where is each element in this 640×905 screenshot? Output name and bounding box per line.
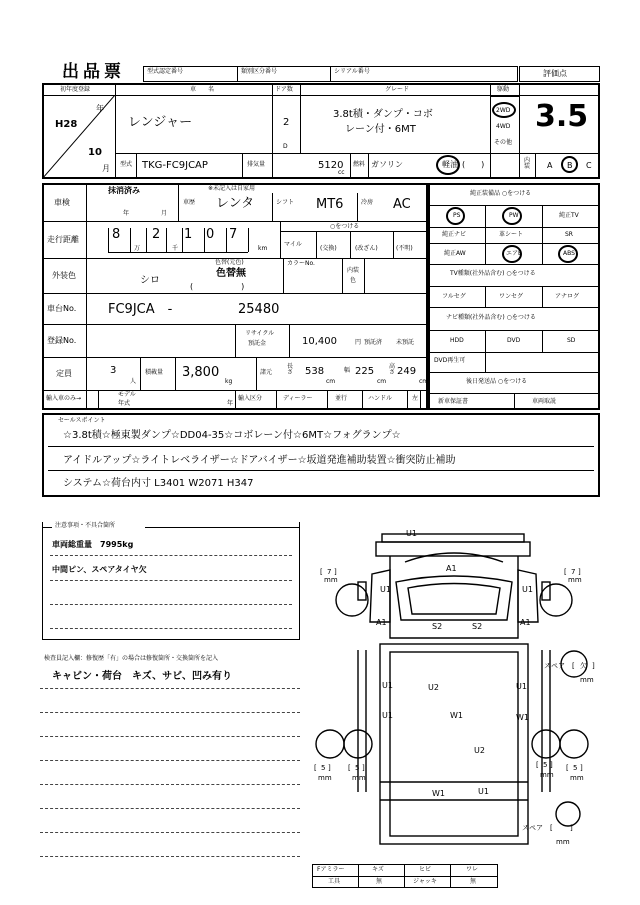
diagram-label: U1 xyxy=(478,787,489,796)
color-paren: ( ) xyxy=(190,282,245,291)
doors-value: 2 xyxy=(283,117,290,128)
chassis-label: 車台No. xyxy=(47,304,77,313)
width-label: 幅 xyxy=(344,367,351,374)
notes-line2: 中間ピン、スペアタイヤ欠 xyxy=(52,565,147,574)
legend-value: 工具 xyxy=(328,878,341,885)
fuel-label: 燃料 xyxy=(353,161,366,168)
svg-text:[: [ xyxy=(564,568,567,576)
displacement-value: 5120 xyxy=(318,160,344,171)
diagram-label: U2 xyxy=(474,746,485,755)
legend-header: ワレ xyxy=(466,866,479,873)
shift-value: MT6 xyxy=(316,197,344,212)
capacity-unit: 人 xyxy=(130,378,137,385)
diagram-label: S2 xyxy=(432,622,443,631)
chassis-number: 25480 xyxy=(238,302,280,317)
diagram-label: A1 xyxy=(376,618,387,627)
drive-2wd-circle xyxy=(492,102,516,118)
legend-header: Fアミラー xyxy=(317,866,345,873)
load-value: 3,800 xyxy=(182,365,220,380)
legend-value: 無 xyxy=(470,878,477,885)
diagram-label: U1 xyxy=(516,682,527,691)
interior-label: 内装 xyxy=(524,157,531,170)
month-unit: 月 xyxy=(102,164,110,173)
equip-navi: 純正ナビ xyxy=(442,231,467,238)
mileage-mark-label: ○をつける xyxy=(330,223,360,230)
mileage-km-unit: km xyxy=(258,245,268,252)
interior-b-circle xyxy=(561,156,578,173)
drive-label: 駆動 xyxy=(497,86,510,93)
tire-front-left-value: 7 xyxy=(327,568,332,576)
height-unit: cm xyxy=(419,378,429,385)
equip-pw-circle xyxy=(502,207,522,225)
equip-airbag-circle xyxy=(502,245,522,263)
first-reg-label: 初年度登録 xyxy=(60,86,91,93)
navi-dvd: DVD xyxy=(507,337,521,344)
load-unit: kg xyxy=(225,378,233,385)
svg-text:[: [ xyxy=(320,568,323,576)
tire-front-right-value: 7 xyxy=(571,568,576,576)
length-value: 538 xyxy=(305,366,325,377)
page-title: 出品票 xyxy=(62,62,125,82)
import-category-label: 輸入区分 xyxy=(238,395,263,402)
aftermarket-warranty: 新車保証書 xyxy=(438,398,469,405)
height-value: 249 xyxy=(397,366,417,377)
fuel-diesel: 軽油 xyxy=(442,160,458,169)
chassis-prefix: FC9JCA - xyxy=(108,302,173,317)
svg-text:]: ] xyxy=(580,764,583,772)
navi-title: ナビ種類(社外品含む) ○をつける xyxy=(446,314,536,321)
inspector-label: 検査員記入欄：修復歴「有」の場合は修復箇所・交換箇所を記入 xyxy=(44,655,219,662)
interior-a: A xyxy=(547,161,553,170)
diagram-label: A1 xyxy=(446,564,457,573)
spare-top-value: 欠 xyxy=(580,662,587,670)
spare-top-unit: mm xyxy=(580,676,594,684)
diagram-label: W1 xyxy=(432,789,445,798)
notes-line1: 車両総重量 7995kg xyxy=(52,540,134,549)
altered-label: (改ざん) xyxy=(355,245,378,252)
tire-rear-left-2-value: 5 xyxy=(355,764,360,772)
tire-rear-left-1-unit: mm xyxy=(318,774,332,782)
diagram-label: W1 xyxy=(450,711,463,720)
displacement-label: 排気量 xyxy=(247,161,266,168)
mileage-digit: 8 xyxy=(112,227,121,242)
oem-title: 純正装備品 ○をつける xyxy=(470,190,532,197)
diagram-label: U1 xyxy=(406,529,417,538)
doors-unit: D xyxy=(283,143,288,150)
spare-bottom-label: スペア xyxy=(522,824,543,832)
color-change-value: 色替無 xyxy=(216,268,246,279)
model-year-label: モデル xyxy=(118,391,136,398)
diagram-label: U1 xyxy=(382,711,393,720)
navi-hdd: HDD xyxy=(450,337,464,344)
ac-label: 冷房 xyxy=(361,199,374,206)
tire-rear-right-1-value: 5 xyxy=(543,761,548,769)
tv-oneseg: ワンセグ xyxy=(499,293,524,300)
model-label: 型式 xyxy=(120,161,133,168)
equip-aw: 純正AW xyxy=(444,250,466,257)
sales-points-line2: アイドルアップ☆ライトレベライザー☆ドアバイザー☆坂道発進補助装置☆衝突防止補助 xyxy=(63,455,456,466)
interior-c: C xyxy=(586,161,592,170)
grade-label: グレード xyxy=(385,86,410,93)
svg-text:]: ] xyxy=(592,662,595,670)
diagram-label: S2 xyxy=(472,622,483,631)
length-unit: cm xyxy=(326,378,336,385)
model-year-label-2: 年式 xyxy=(118,400,131,407)
legend-value: ジャッキ xyxy=(413,878,437,885)
fuel-diesel-circle xyxy=(436,155,460,175)
length-label: 長さ xyxy=(287,363,294,376)
inspection-value: 抹消済み xyxy=(108,186,140,195)
model-year-unit: 年 xyxy=(227,400,234,407)
color-no-label: カラーNo. xyxy=(287,260,315,267)
tire-rear-right-1-unit: mm xyxy=(540,771,554,779)
rating-label: 評価点 xyxy=(543,69,567,78)
handle-label: ハンドル xyxy=(368,395,393,402)
navi-sd: SD xyxy=(567,337,576,344)
reg-no-label: 登録No. xyxy=(47,336,77,345)
first-reg-year: H28 xyxy=(55,119,78,130)
year-unit: 年 xyxy=(96,104,104,113)
tv-title: TV種類(社外品含む) ○をつける xyxy=(450,270,536,277)
diagram-label: U1 xyxy=(382,681,393,690)
swap-label: (交換) xyxy=(320,245,337,252)
mileage-label: 走行距離 xyxy=(47,235,79,244)
height-label: 高さ xyxy=(389,363,396,376)
tire-rear-right-2-value: 5 xyxy=(573,764,578,772)
mile-label: マイル xyxy=(284,241,302,248)
capacity-value: 3 xyxy=(110,365,117,376)
tire-front-left-unit: mm xyxy=(324,576,338,584)
grade-line2: レーン付・6MT xyxy=(345,124,416,135)
legend-header: ヒビ xyxy=(419,866,432,873)
equip-leather: 革シート xyxy=(499,231,524,238)
unregistered-note: ※未記入は自家用 xyxy=(208,185,256,192)
equip-sr: SR xyxy=(565,231,573,238)
int-color-label-2: 色 xyxy=(350,277,357,284)
diagram-label: W1 xyxy=(516,713,529,722)
svg-text:[: [ xyxy=(314,764,317,772)
dims-label: 諸元 xyxy=(260,369,273,376)
aftermarket-title: 後日発送品 ○をつける xyxy=(466,378,528,385)
svg-text:[: [ xyxy=(566,764,569,772)
tv-fullseg: フルセグ xyxy=(442,293,466,300)
fuel-gasoline: ガソリン xyxy=(371,160,403,169)
handle-left: 左 xyxy=(412,395,419,402)
tire-front-right-unit: mm xyxy=(568,576,582,584)
svg-text:]: ] xyxy=(334,568,337,576)
mileage-digit: 7 xyxy=(229,227,238,242)
history-value: レンタ xyxy=(216,196,255,211)
ext-color-value: シロ xyxy=(140,275,160,286)
svg-text:]: ] xyxy=(362,764,365,772)
unknown-label: (不明) xyxy=(396,245,413,252)
mileage-man-unit: 万 xyxy=(134,245,141,252)
car-name-label: 車 名 xyxy=(190,86,215,93)
spare-bottom-unit: mm xyxy=(556,838,570,846)
drive-4wd: 4WD xyxy=(496,123,511,130)
inspection-label: 車検 xyxy=(54,198,70,207)
tire-rear-right-2-unit: mm xyxy=(570,774,584,782)
recycle-label-2: 預託金 xyxy=(248,340,267,347)
history-label: 車歴 xyxy=(183,199,196,206)
shift-label: シフト xyxy=(276,199,295,206)
legend-header: キズ xyxy=(372,866,384,873)
drive-2wd: 2WD xyxy=(496,107,511,114)
first-reg-month: 10 xyxy=(88,147,102,158)
recycle-label: リサイクル xyxy=(245,330,275,337)
svg-text:]: ] xyxy=(570,824,573,832)
vehicle-damage-diagram xyxy=(310,522,610,862)
inspector-line1: キャビン・荷台 キズ、サビ、凹み有り xyxy=(52,671,232,682)
fuel-paren: ( ) xyxy=(462,160,485,169)
recycle-unpaid: 未預託 xyxy=(396,339,415,346)
ext-color-label: 外装色 xyxy=(52,271,76,280)
svg-text:[: [ xyxy=(536,761,539,769)
diagram-label: U1 xyxy=(522,585,533,594)
svg-text:]: ] xyxy=(328,764,331,772)
svg-text:[: [ xyxy=(348,764,351,772)
ac-value: AC xyxy=(393,197,411,212)
import-parallel: 並行 xyxy=(335,395,348,402)
legend-value: 無 xyxy=(376,878,383,885)
aftermarket-manual: 車両取説 xyxy=(532,398,557,405)
mileage-digit: 0 xyxy=(206,227,215,242)
doors-label: ドア数 xyxy=(275,86,293,93)
width-value: 225 xyxy=(355,366,375,377)
mileage-digit: 2 xyxy=(152,227,161,242)
sales-points-label: セールスポイント xyxy=(58,417,106,424)
rating-value: 3.5 xyxy=(535,99,589,134)
interior-b: B xyxy=(567,161,573,170)
recycle-paid: 預託済 xyxy=(364,339,383,346)
equip-tv: 純正TV xyxy=(559,212,579,219)
equip-abs-circle xyxy=(558,245,578,263)
notes-label: 注意事項・不具合箇所 xyxy=(55,522,116,529)
recycle-value: 10,400 xyxy=(302,336,337,347)
svg-text:[: [ xyxy=(572,662,575,670)
mileage-sen-unit: 千 xyxy=(172,245,179,252)
equip-abs: ABS xyxy=(563,250,575,257)
equip-ps: PS xyxy=(453,212,461,219)
dvd-playback-label: DVD再生可 xyxy=(434,357,466,364)
svg-text:]: ] xyxy=(550,761,553,769)
diagram-label: U1 xyxy=(380,585,391,594)
car-name: レンジャー xyxy=(128,115,193,130)
svg-text:]: ] xyxy=(578,568,581,576)
category-label: 類別区分番号 xyxy=(241,68,278,75)
capacity-label: 定員 xyxy=(56,369,72,378)
equip-pw: PW xyxy=(509,212,519,219)
type-cert-label: 型式認定番号 xyxy=(147,68,184,75)
inspection-year-unit: 年 xyxy=(123,210,130,217)
mileage-digit: 1 xyxy=(184,227,193,242)
sales-points-line1: ☆3.8t積☆極東製ダンプ☆DD04-35☆コボレーン付☆6MT☆フォグランプ☆ xyxy=(63,430,401,441)
diagram-label: U2 xyxy=(428,683,439,692)
diagram-label: A1 xyxy=(520,618,531,627)
int-color-label: 内装 xyxy=(347,267,360,274)
model-value: TKG-FC9JCAP xyxy=(142,160,208,171)
width-unit: cm xyxy=(377,378,387,385)
grade-line1: 3.8t積・ダンプ・コボ xyxy=(333,109,433,120)
tv-analog: アナログ xyxy=(555,293,580,300)
serial-label: シリアル番号 xyxy=(334,68,370,75)
inspection-month-unit: 月 xyxy=(161,210,168,217)
tire-rear-left-2-unit: mm xyxy=(352,774,366,782)
tire-rear-left-1-value: 5 xyxy=(321,764,326,772)
spare-top-label: スペア xyxy=(544,662,565,670)
drive-other: その他 xyxy=(494,139,513,146)
recycle-unit: 円 xyxy=(355,339,362,346)
import-dealer: ディーラー xyxy=(283,395,313,402)
sales-points-line3: システム☆荷台内寸 L3401 W2071 H347 xyxy=(63,478,254,489)
equip-airbag: エアB xyxy=(506,250,523,257)
import-label: 輸入車のみ→ xyxy=(46,395,82,402)
color-change-label: 色替(元色) xyxy=(215,259,244,266)
load-label: 積載量 xyxy=(145,369,164,376)
displacement-unit: cc xyxy=(338,169,345,176)
equip-ps-circle xyxy=(446,207,465,225)
svg-text:[: [ xyxy=(550,824,553,832)
